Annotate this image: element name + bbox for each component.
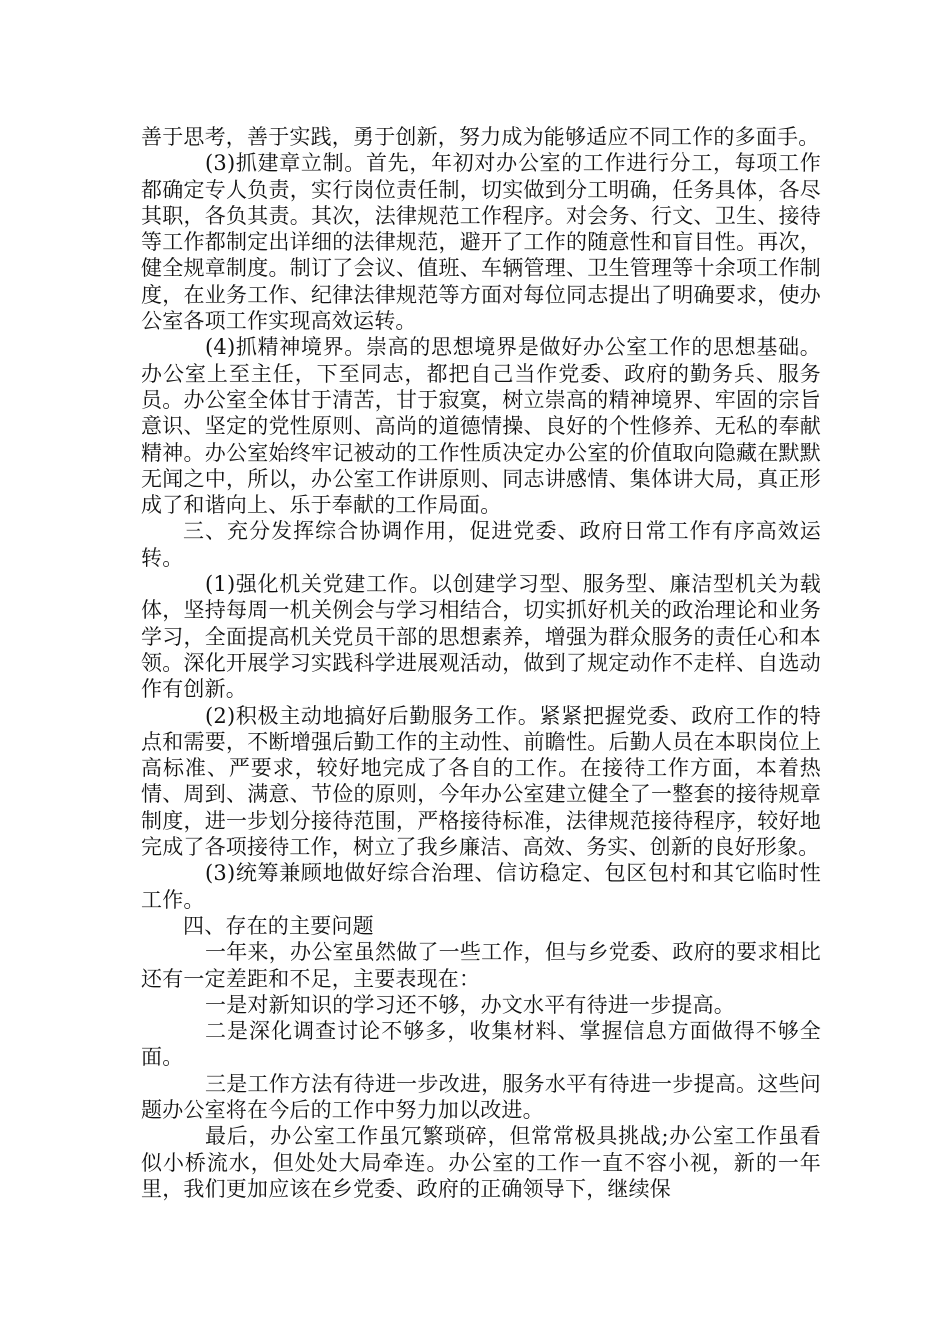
- paragraph-problem-one: 一是对新知识的学习还不够，办文水平有待进一步提高。: [205, 992, 735, 1017]
- paragraph-spiritual-realm: (4)抓精神境界。崇高的思想境界是做好办公室工作的思想基础。办公室上至主任，下至同志，都把自己当作党委、政府的勤务兵、服务员。办公室全体甘于清苦，甘于寂寞，树立崇高的精神境界、牢固的宗旨意识、坚定的党性原则、高尚的道德情操、良好的个性修养、无私的奉献精神。办公室始终牢记被动的工作性质决定办公室的价值取向隐藏在默默无闻之中，所以，办公室工作讲原则、同志讲感情、集体讲大局，真正形成了和谐向上、乐于奉献的工作局面。: [141, 335, 821, 518]
- paragraph-conclusion: 最后，办公室工作虽冗繁琐碎，但常常极具挑战;办公室工作虽看似小桥流水，但处处大局牵连。办公室的工作一直不容小视，新的一年里，我们更加应该在乡党委、政府的正确领导下，继续保: [141, 1124, 821, 1201]
- paragraph-comprehensive-governance: (3)统筹兼顾地做好综合治理、信访稳定、包区包村和其它临时性工作。: [141, 861, 821, 912]
- paragraph-logistics-service: (2)积极主动地搞好后勤服务工作。紧紧把握党委、政府工作的特点和需要，不断增强后勤工作的主动性、前瞻性。后勤人员在本职岗位上高标准、严要求，较好地完成了各自的工作。在接待工作方面，本着热情、周到、满意、节俭的原则，今年办公室建立健全了一整套的接待规章制度，进一步划分接待范围，严格接待标准，法律规范接待程序，较好地完成了各项接待工作，树立了我乡廉洁、高效、务实、创新的良好形象。: [141, 703, 821, 860]
- paragraph-rules-and-systems: (3)抓建章立制。首先，年初对办公室的工作进行分工，每项工作都确定专人负责，实行岗位责任制，切实做到分工明确，任务具体，各尽其职，各负其责。其次，法律规范工作程序。对会务、行文、卫生、接待等工作都制定出详细的法律规范，避开了工作的随意性和盲目性。再次，健全规章制度。制订了会议、值班、车辆管理、卫生管理等十余项工作制度，在业务工作、纪律法律规范等方面对每位同志提出了明确要求，使办公室各项工作实现高效运转。: [141, 151, 821, 334]
- paragraph-party-building: (1)强化机关党建工作。以创建学习型、服务型、廉洁型机关为载体，坚持每周一机关例会与学习相结合，切实抓好机关的政治理论和业务学习，全面提高机关党员干部的思想素养，增强为群众服务的责任心和本领。深化开展学习实践科学进展观活动，做到了规定动作不走样、自选动作有创新。: [141, 572, 821, 702]
- document-body: [141, 124, 821, 1202]
- section-heading-problems: 四、存在的主要问题: [183, 913, 374, 938]
- paragraph-problem-three: 三是工作方法有待进一步改进，服务水平有待进一步提高。这些问题办公室将在今后的工作中努力加以改进。: [141, 1071, 821, 1122]
- paragraph-continuation: 善于思考，善于实践，勇于创新，努力成为能够适应不同工作的多面手。: [141, 125, 820, 149]
- paragraph-problems-intro: 一年来，办公室虽然做了一些工作，但与乡党委、政府的要求相比还有一定差距和不足，主要表现在：: [141, 940, 821, 991]
- paragraph-problem-two: 二是深化调查讨论不够多，收集材料、掌握信息方面做得不够全面。: [141, 1019, 821, 1070]
- section-heading-coordination: 三、充分发挥综合协调作用，促进党委、政府日常工作有序高效运转。: [141, 519, 821, 570]
